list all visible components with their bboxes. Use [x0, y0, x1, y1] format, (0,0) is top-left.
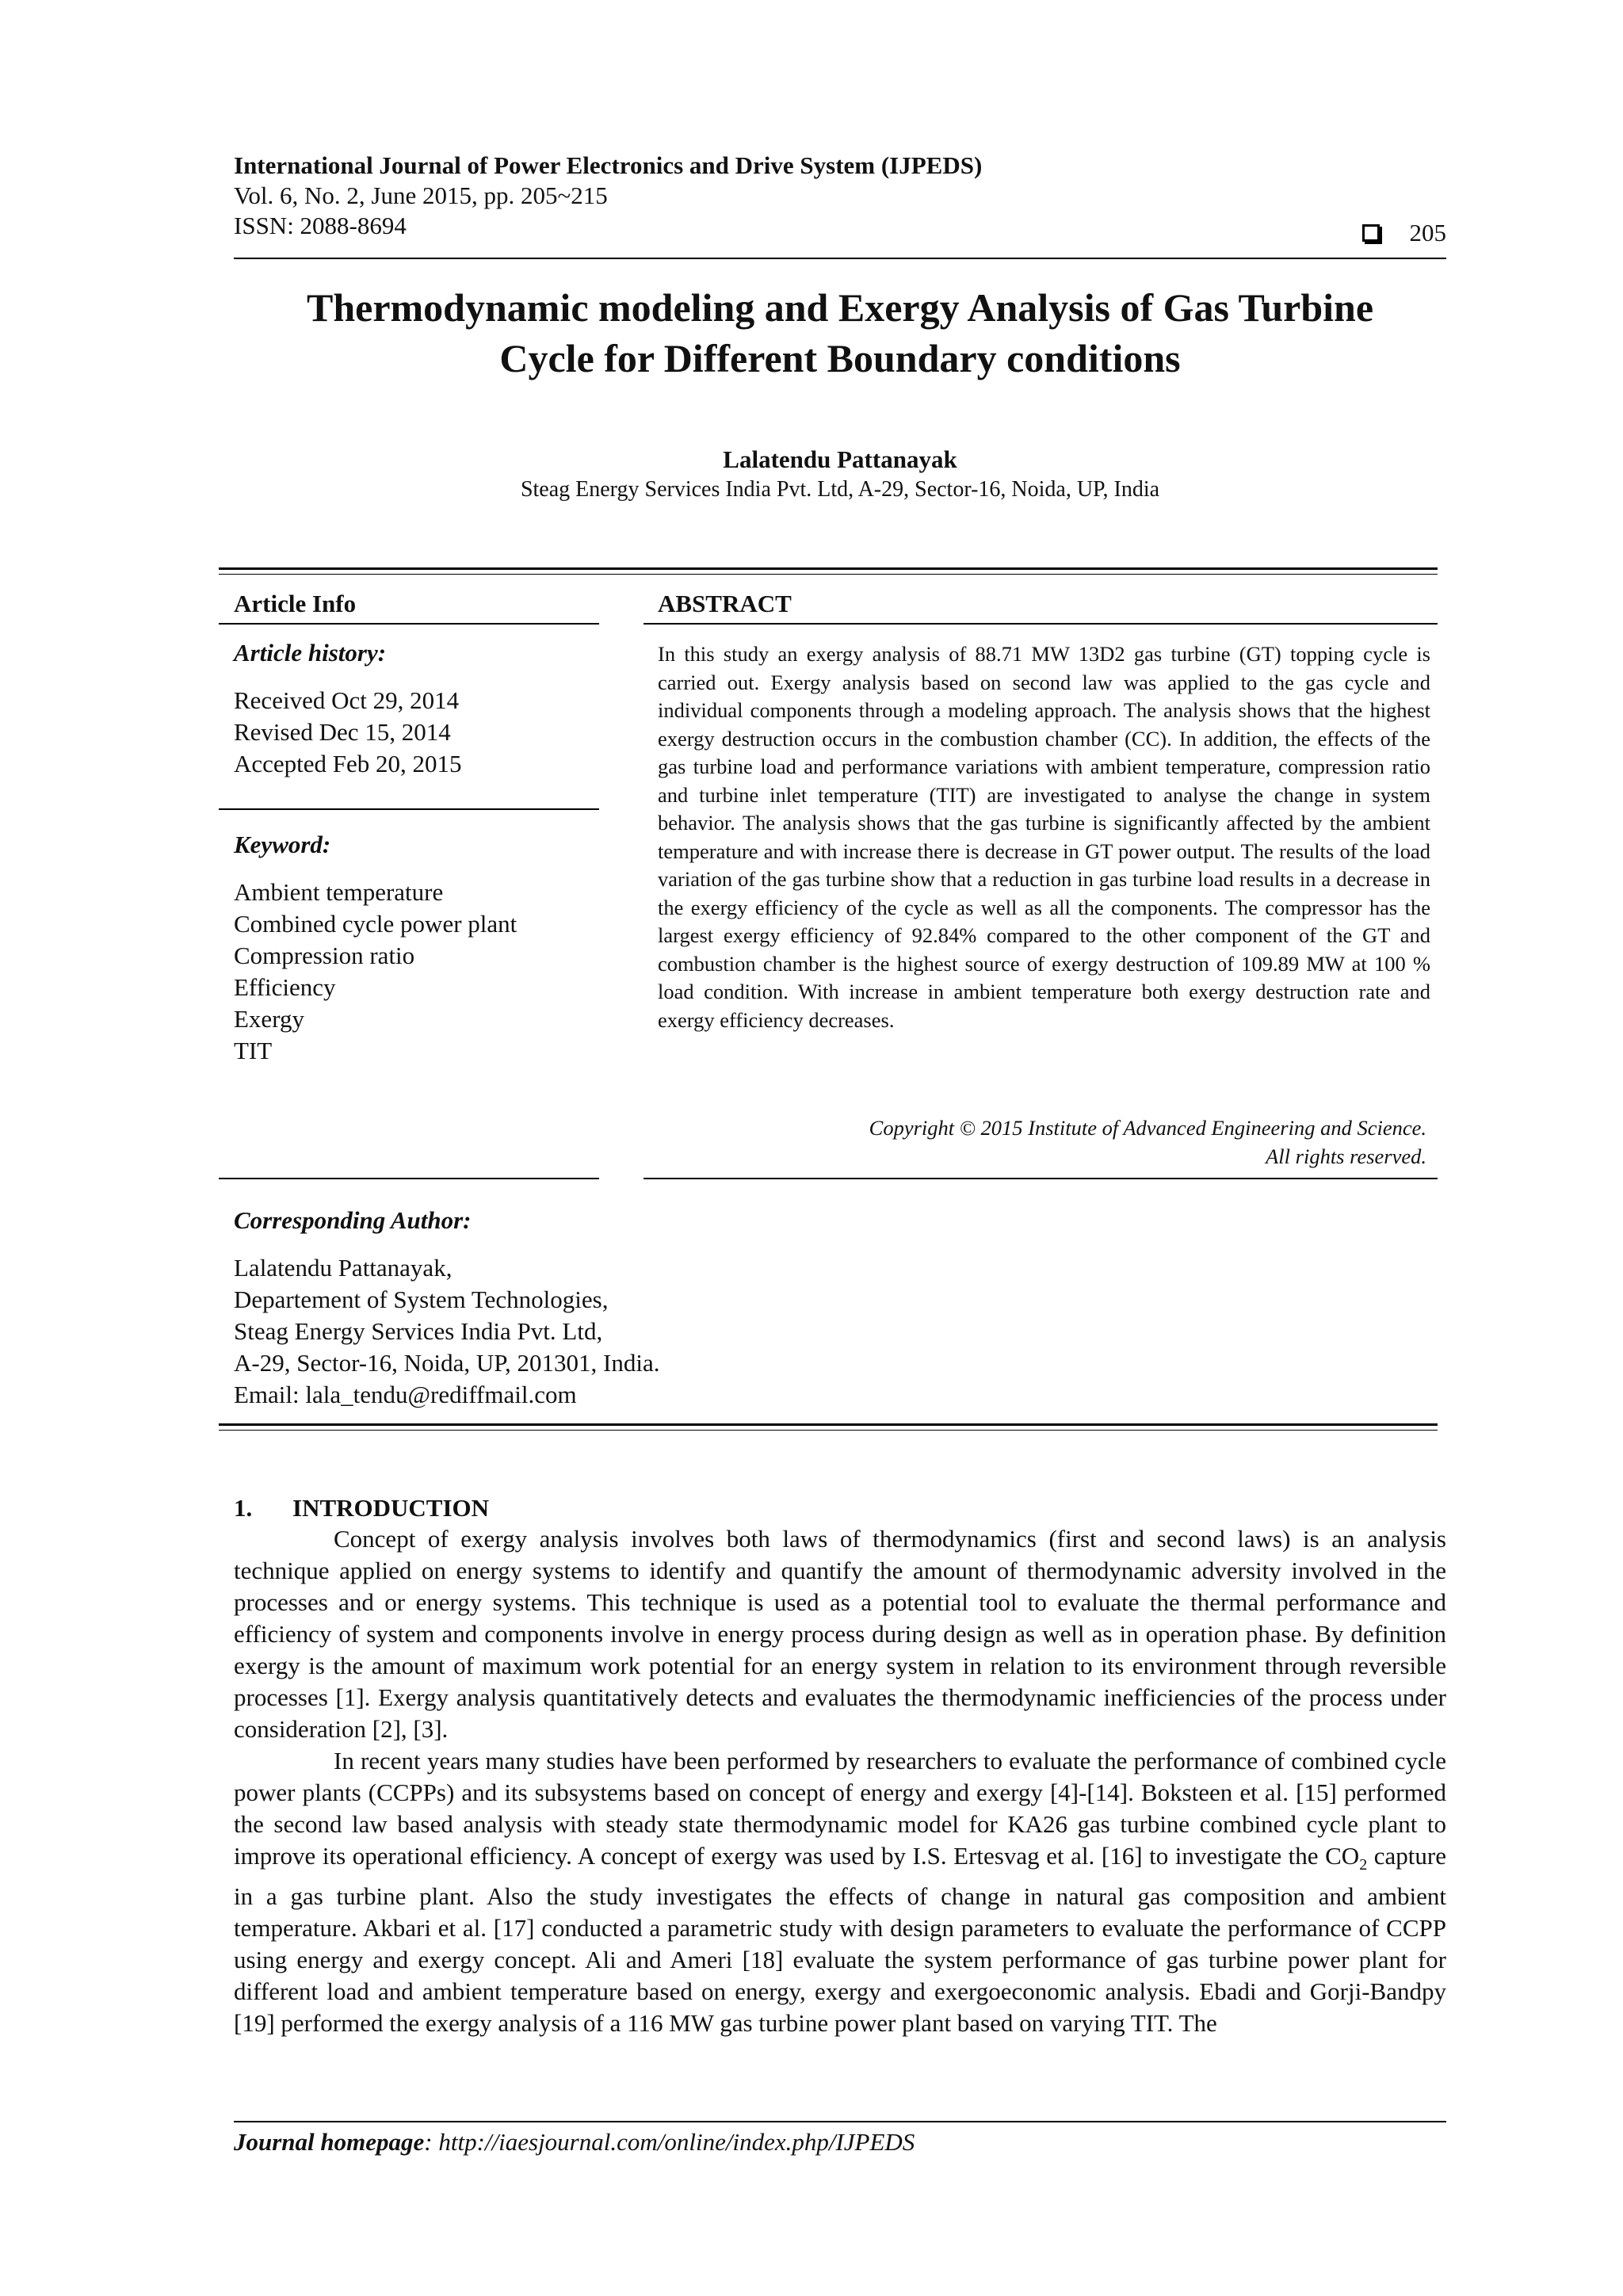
copyright-line-2: All rights reserved.: [1266, 1144, 1426, 1168]
corresponding-author-details: [234, 1252, 947, 1411]
abstract-rule: [643, 623, 1438, 625]
intro-body: [234, 1523, 1446, 2039]
intro-paragraph-2-text-a: In recent years many studies have been performed by researchers to evaluate the performance of combined cycle power plants (CCPPs) and its subsystems based on concept of energy and exergy [4]-[14]. Boksteen et al. [15] performed the second law based analysis with steady state thermodynamic model for KA26 gas turbine combined cycle plant to improve its operational efficiency. A concept of exergy was used by I.S. Ertesvag et al. [16] to investigate the CO: [234, 1747, 1446, 1870]
journal-name: International Journal of Power Electronics and Drive System (IJPEDS): [234, 151, 983, 179]
history-rule: [219, 808, 599, 810]
footer: [234, 2128, 915, 2157]
journal-header: [234, 151, 1446, 241]
article-info-rule: [219, 623, 599, 625]
article-info-label: Article Info: [234, 590, 357, 617]
history-list: [234, 685, 590, 780]
abstract-heading: ABSTRACT: [658, 590, 792, 617]
keyword-item: TIT: [234, 1037, 273, 1064]
paper-title: [222, 282, 1458, 384]
keyword-item: Ambient temperature: [234, 878, 444, 906]
copyright: [658, 1114, 1426, 1171]
footer-label: Journal homepage: [234, 2128, 425, 2156]
keywords-rule: [219, 1178, 599, 1179]
corr-line: A-29, Sector-16, Noida, UP, 201301, India.: [234, 1349, 660, 1377]
checkbox-glyph-icon: [1362, 224, 1380, 242]
keyword-list: [234, 877, 590, 1067]
intro-title: INTRODUCTION: [292, 1494, 490, 1522]
article-history-label: Article history:: [234, 639, 387, 667]
abstract-text: In this study an exergy analysis of 88.71 MW 13D2 gas turbine (GT) topping cycle is carried out. Exergy analysis based on second law was applied to the gas cycle and individual components through a modeling approach. The analysis shows that the highest exergy destruction occurs in the combustion chamber (CC). In addition, the effects of the gas turbine load and performance variations with ambient temperature, compression ratio and turbine inlet temperature (TIT) are investigated to analyse the change in system behavior. The analysis shows that the gas turbine is significantly affected by the ambient temperature and with increase there is decrease in GT power output. The results of the load variation of the gas turbine show that a reduction in gas turbine load results in a decrease in the exergy efficiency of the cycle as well as all the components. The compressor has the largest exergy efficiency of 92.84% compared to the other component of the GT and combustion chamber is the highest source of exergy destruction of 109.89 MW at 100 % load condition. With increase in ambient temperature both exergy destruction rate and exergy efficiency decreases.: [658, 642, 1430, 1032]
history-accepted: Accepted Feb 20, 2015: [234, 750, 462, 777]
header-rule: [234, 258, 1446, 259]
history-received: Received Oct 29, 2014: [234, 686, 460, 714]
corr-line: Departement of System Technologies,: [234, 1286, 609, 1313]
keyword-label: Keyword:: [234, 831, 331, 858]
corr-email: Email: lala_tendu@rediffmail.com: [234, 1381, 577, 1408]
title-line-2: Cycle for Different Boundary conditions: [499, 336, 1181, 380]
keywords-block: [234, 831, 590, 1067]
footer-url[interactable]: : http://iaesjournal.com/online/index.php/IJPEDS: [424, 2128, 915, 2156]
keyword-item: Combined cycle power plant: [234, 910, 517, 938]
page-number: 205: [1409, 219, 1446, 246]
co2-subscript: 2: [1359, 1856, 1368, 1874]
copyright-line-1: Copyright © 2015 Institute of Advanced Engineering and Science.: [869, 1116, 1426, 1140]
page-number-block: [1362, 219, 1447, 247]
keyword-item: Exergy: [234, 1005, 304, 1033]
footer-rule: [234, 2121, 1446, 2122]
intro-heading: [234, 1494, 489, 1522]
title-line-1: Thermodynamic modeling and Exergy Analysis of Gas Turbine: [306, 285, 1374, 330]
issn: ISSN: 2088-8694: [234, 212, 407, 239]
history-revised: Revised Dec 15, 2014: [234, 718, 451, 746]
abstract-bottom-rule: [643, 1178, 1438, 1179]
author-name: Lalatendu Pattanayak: [723, 445, 957, 473]
corresponding-author: [234, 1206, 947, 1411]
keyword-item: Efficiency: [234, 973, 336, 1001]
top-double-rule: [219, 567, 1438, 570]
intro-paragraph-2: [234, 1745, 1446, 2039]
keyword-item: Compression ratio: [234, 942, 415, 969]
article-info-heading: [234, 590, 590, 618]
intro-paragraph-1: Concept of exergy analysis involves both laws of thermodynamics (first and second laws) is an analysis technique applied on energy systems to identify and quantify the amount of thermodynamic adversity involved in the processes and or energy systems. This technique is used as a potential tool to evaluate the thermal performance and efficiency of system and components involve in energy process during design as well as in operation phase. By definition exergy is the amount of maximum work potential for an energy system in relation to its environment through reversible processes [1]. Exergy analysis quantitatively detects and evaluates the thermodynamic inefficiencies of the process under consideration [2], [3].: [234, 1525, 1446, 1743]
corr-line: Lalatendu Pattanayak,: [234, 1254, 453, 1282]
corr-line: Steag Energy Services India Pvt. Ltd,: [234, 1317, 603, 1345]
corresponding-author-label: Corresponding Author:: [234, 1206, 472, 1234]
article-history: [234, 639, 590, 780]
intro-paragraph-2-text-b: capture in a gas turbine plant. Also the study investigates the effects of change in natural gas composition and ambient temperature. Akbari et al. [17] conducted a parametric study with design parameters to evaluate the performance of CCPP using energy and exergy concept. Ali and Ameri [18] evaluate the system performance of gas turbine power plant for different load and ambient temperature based on energy, exergy and exergoeconomic analysis. Ebadi and Gorji-Bandpy [19] performed the exergy analysis of a 116 MW gas turbine power plant based on varying TIT. The: [234, 1842, 1446, 2038]
author-affiliation: Steag Energy Services India Pvt. Ltd, A-29, Sector-16, Noida, UP, India: [520, 477, 1160, 502]
volume-line: Vol. 6, No. 2, June 2015, pp. 205~215: [234, 181, 608, 209]
bottom-double-rule: [219, 1423, 1438, 1426]
intro-number: 1.: [234, 1494, 253, 1522]
